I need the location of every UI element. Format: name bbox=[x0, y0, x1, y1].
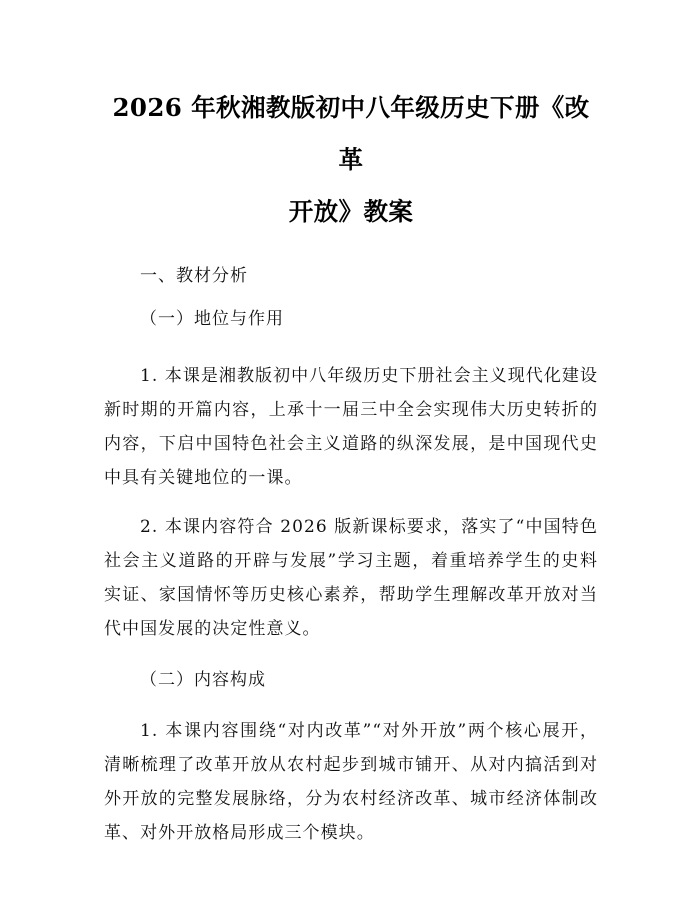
subsection-heading-content-structure: （二）内容构成 bbox=[140, 670, 266, 690]
paragraph-position-1: 1. 本课是湘教版初中八年级历史下册社会主义现代化建设新时期的开篇内容，上承十一届三中全会实现伟大历史转折的内容，下启中国特色社会主义道路的纵深发展，是中国现代史中具有关键地位的一课。 bbox=[104, 366, 598, 488]
paragraph-position-2: 2. 本课内容符合 2026 版新课标要求，落实了“中国特色社会主义道路的开辟与发展”学习主题，着重培养学生的史料实证、家国情怀等历史核心素养，帮助学生理解改革开放对当代中国发展的决定性意义。 bbox=[104, 517, 598, 639]
document-title-line-2: 开放》教案 bbox=[288, 197, 414, 226]
document-title-line-1: 2026 年秋湘教版初中八年级历史下册《改革 bbox=[112, 93, 590, 174]
subsection-heading-position-role: （一）地位与作用 bbox=[140, 309, 284, 329]
document-title bbox=[104, 82, 598, 238]
paragraph-content-1: 1. 本课内容围绕“对内改革”“对外开放”两个核心展开，清晰梳理了改革开放从农村起步到城市铺开、从对内搞活到对外开放的完整发展脉络，分为农村经济改革、城市经济体制改革、对外开放格局形成三个模块。 bbox=[104, 721, 598, 843]
section-heading-textbook-analysis: 一、教材分析 bbox=[140, 266, 248, 286]
